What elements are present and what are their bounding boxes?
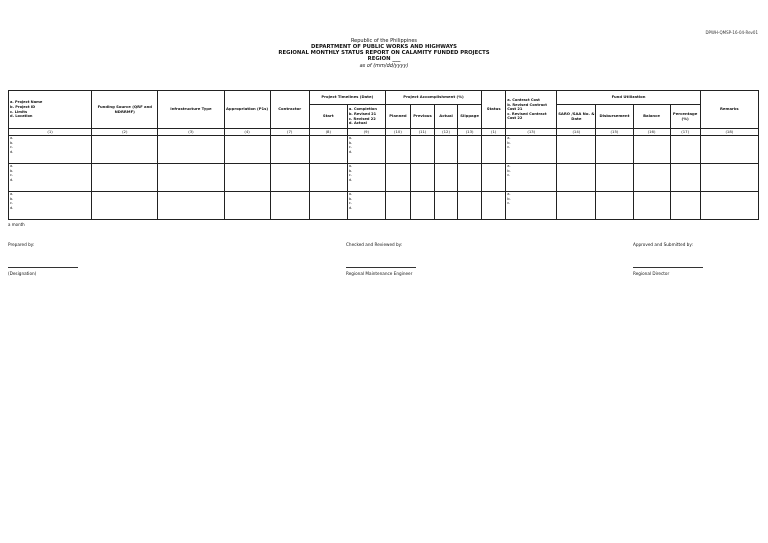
table-cell [224,136,270,164]
table-cell [92,164,158,192]
table-cell [158,192,224,220]
header-contract-cost: a. Contract Cost b. Revised Contract Cost 21 c. Revised Contract Cost 22 [506,91,557,129]
approved-designation: Regional Director [633,271,670,276]
table-cell [670,164,700,192]
col-number: (13) [458,129,482,136]
col-number: (8) [309,129,347,136]
table-cell [309,164,347,192]
approved-by-label: Approved and Submitted by: [633,242,693,247]
completion-cell: a. b. c. d. [347,136,385,164]
header-percentage: Percentage (%) [670,105,700,129]
table-cell [92,136,158,164]
header-actual: Actual [435,105,458,129]
col-number: (1) [482,129,506,136]
table-cell [482,192,506,220]
project-info-cell: a. b. c. d. [9,164,92,192]
header-balance: Balance [633,105,670,129]
table-cell [633,192,670,220]
header-infrastructure-type: Infrastructure Type [158,91,224,129]
table-cell [670,192,700,220]
column-number-row [9,129,759,136]
header-planned: Planned [385,105,410,129]
table-row [9,164,759,192]
department-title: DEPARTMENT OF PUBLIC WORKS AND HIGHWAYS [311,44,457,50]
table-cell [385,192,410,220]
table-cell [700,136,758,164]
status-report-table [8,90,759,220]
completion-cell: a. b. c. d. [347,164,385,192]
table-cell [557,192,596,220]
table-cell [633,136,670,164]
checked-designation: Regional Maintenance Engineer [346,271,413,276]
col-number: (13) [506,129,557,136]
table-cell [270,164,309,192]
header-contractor: Contractor [270,91,309,129]
col-number: (4) [224,129,270,136]
project-info-cell: a. b. c. d. [9,136,92,164]
checked-by-label: Checked and Reviewed by: [346,242,403,247]
header-appropriation: Appropriation (P1s) [224,91,270,129]
checked-signature-line [346,267,416,268]
header-completion: a. Completion b. Revised 21 c. Revised 22 d. Actual [347,105,385,129]
col-number: (10) [385,129,410,136]
document-code: DPWH-QMSP-16-04-Rev01 [705,30,758,35]
table-cell [385,164,410,192]
col-number: (15) [596,129,633,136]
table-cell [224,192,270,220]
table-cell [596,164,633,192]
table-cell [158,164,224,192]
header-project-timelines: Project Timelines (Date) [309,91,385,105]
contract-cost-cell: a. b. c. [506,192,557,220]
table-cell [482,136,506,164]
table-row [9,136,759,164]
col-number: (3) [158,129,224,136]
table-cell [410,192,434,220]
table-cell [270,136,309,164]
completion-cell: a. b. c. d. [347,192,385,220]
project-info-cell: a. b. c. d. [9,192,92,220]
table-cell [458,136,482,164]
header-status: Status [482,91,506,129]
col-number: (1) [9,129,92,136]
footnote: a month [8,222,25,227]
table-cell [596,192,633,220]
prepared-by-label: Prepared by: [8,242,35,247]
header-start: Start [309,105,347,129]
table-cell [700,164,758,192]
table-cell [435,192,458,220]
table-cell [309,136,347,164]
header-disbursement: Disbursement [596,105,633,129]
table-cell [557,164,596,192]
table-cell [557,136,596,164]
prepared-designation: (Designation) [8,271,37,276]
col-number: (2) [92,129,158,136]
header-remarks: Remarks [700,91,758,129]
prepared-signature-line [8,267,78,268]
table-cell [158,136,224,164]
republic-line: Republic of the Philippines [350,38,418,44]
table-cell [458,192,482,220]
col-number: (17) [670,129,700,136]
col-number: (12) [435,129,458,136]
contract-cost-cell: a. b. c. [506,136,557,164]
header-funding-source: Funding Source (QRF and NDRRMF) [92,91,158,129]
col-number: (16) [633,129,670,136]
table-cell [700,192,758,220]
table-cell [435,164,458,192]
col-number: (11) [410,129,434,136]
table-cell [92,192,158,220]
as-of-date: as of (mm/dd/yyyy) [359,63,409,69]
contract-cost-cell: a. b. c. [506,164,557,192]
header-project-accomplishment: Project Accomplishment (%) [385,91,481,105]
report-title: REGIONAL MONTHLY STATUS REPORT ON CALAMITY FUNDED PROJECTS [278,50,490,56]
approved-signature-line [633,267,703,268]
header-fund-utilization: Fund Utilization [557,91,700,105]
table-cell [270,192,309,220]
table-cell [670,136,700,164]
table-cell [458,164,482,192]
header-slippage: Slippage [458,105,482,129]
table-cell [435,136,458,164]
table-cell [385,136,410,164]
header-saro: SARO /SAA No. & Date [557,105,596,129]
table-cell [224,164,270,192]
table-cell [482,164,506,192]
col-number: (9) [347,129,385,136]
table-row [9,192,759,220]
table-cell [633,164,670,192]
region-line: REGION ___ [367,56,401,62]
header-previous: Previous [410,105,434,129]
table-cell [410,164,434,192]
col-number: (7) [270,129,309,136]
col-number: (18) [700,129,758,136]
table-cell [410,136,434,164]
col-number: (14) [557,129,596,136]
table-cell [309,192,347,220]
table-cell [596,136,633,164]
header-project-name: a. Project Name b. Project ID c. Limits d. Location [9,91,92,129]
